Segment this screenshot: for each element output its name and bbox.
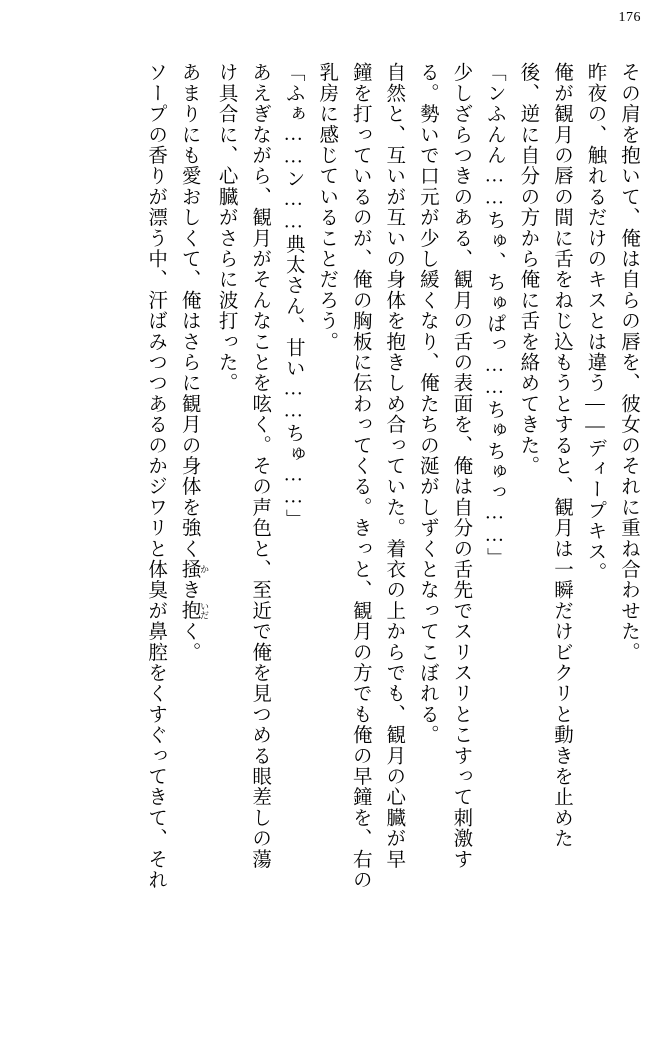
ruby-annotation: 掻 か (178, 558, 210, 580)
text-line: 昨夜の、触れるだけのキスとは違う――ディープキス。 (584, 62, 606, 583)
text-line: 「ふぁ……ン……典太さん、甘い……ちゅ……」 (282, 62, 304, 530)
text-line: その肩を抱いて、俺は自らの唇を、彼女のそれに重ね合わせた。 (618, 62, 639, 663)
text-line: 乳房に感じていることだろう。 (316, 62, 338, 352)
text-line: け具合に、心臓がさらに波打った。 (215, 62, 237, 394)
text-line: る。勢いで口元が少し緩くなり、俺たちの涎がしずくとなってこぼれる。 (416, 62, 438, 746)
text-line: 鐘を打っているのが、俺の胸板に伝わってくる。きっと、観月の方でも俺の早鐘を、右の (349, 62, 371, 891)
text-line: 俺が観月の唇の間に舌をねじ込もうとすると、観月は一瞬だけビクリと動きを止めた (550, 62, 572, 849)
text-line: 後、逆に自分の方から俺に舌を絡めてきた。 (517, 62, 539, 476)
page-number: 176 (618, 10, 641, 25)
ruby-annotation: 抱 いだ (178, 600, 210, 621)
text-line: 少しざらつきのある、観月の舌の表面を、俺は自分の舌先でスリスリとこすって刺激す (450, 62, 472, 870)
text-line: 自然と、互いが互いの身体を抱きしめ合っていた。着衣の上からでも、観月の心臓が早 (383, 62, 405, 870)
text-line-with-ruby: あまりにも愛おしくて、俺はさらに観月の身体を強く掻 かき抱 いだく。 (178, 62, 210, 663)
page-text-body (26, 62, 645, 1032)
text-line: あえぎながら、観月がそんなことを呟く。その声色と、至近で俺を見つめる眼差しの蕩 (249, 62, 271, 870)
text-line: ソープの香りが漂う中、汗ばみつつあるのかジワリと体臭が鼻腔をくすぐってきて、それ (145, 62, 167, 890)
text-line: 「ンふんん……ちゅ、ちゅぱっ……ちゅちゅっ……」 (483, 62, 505, 568)
